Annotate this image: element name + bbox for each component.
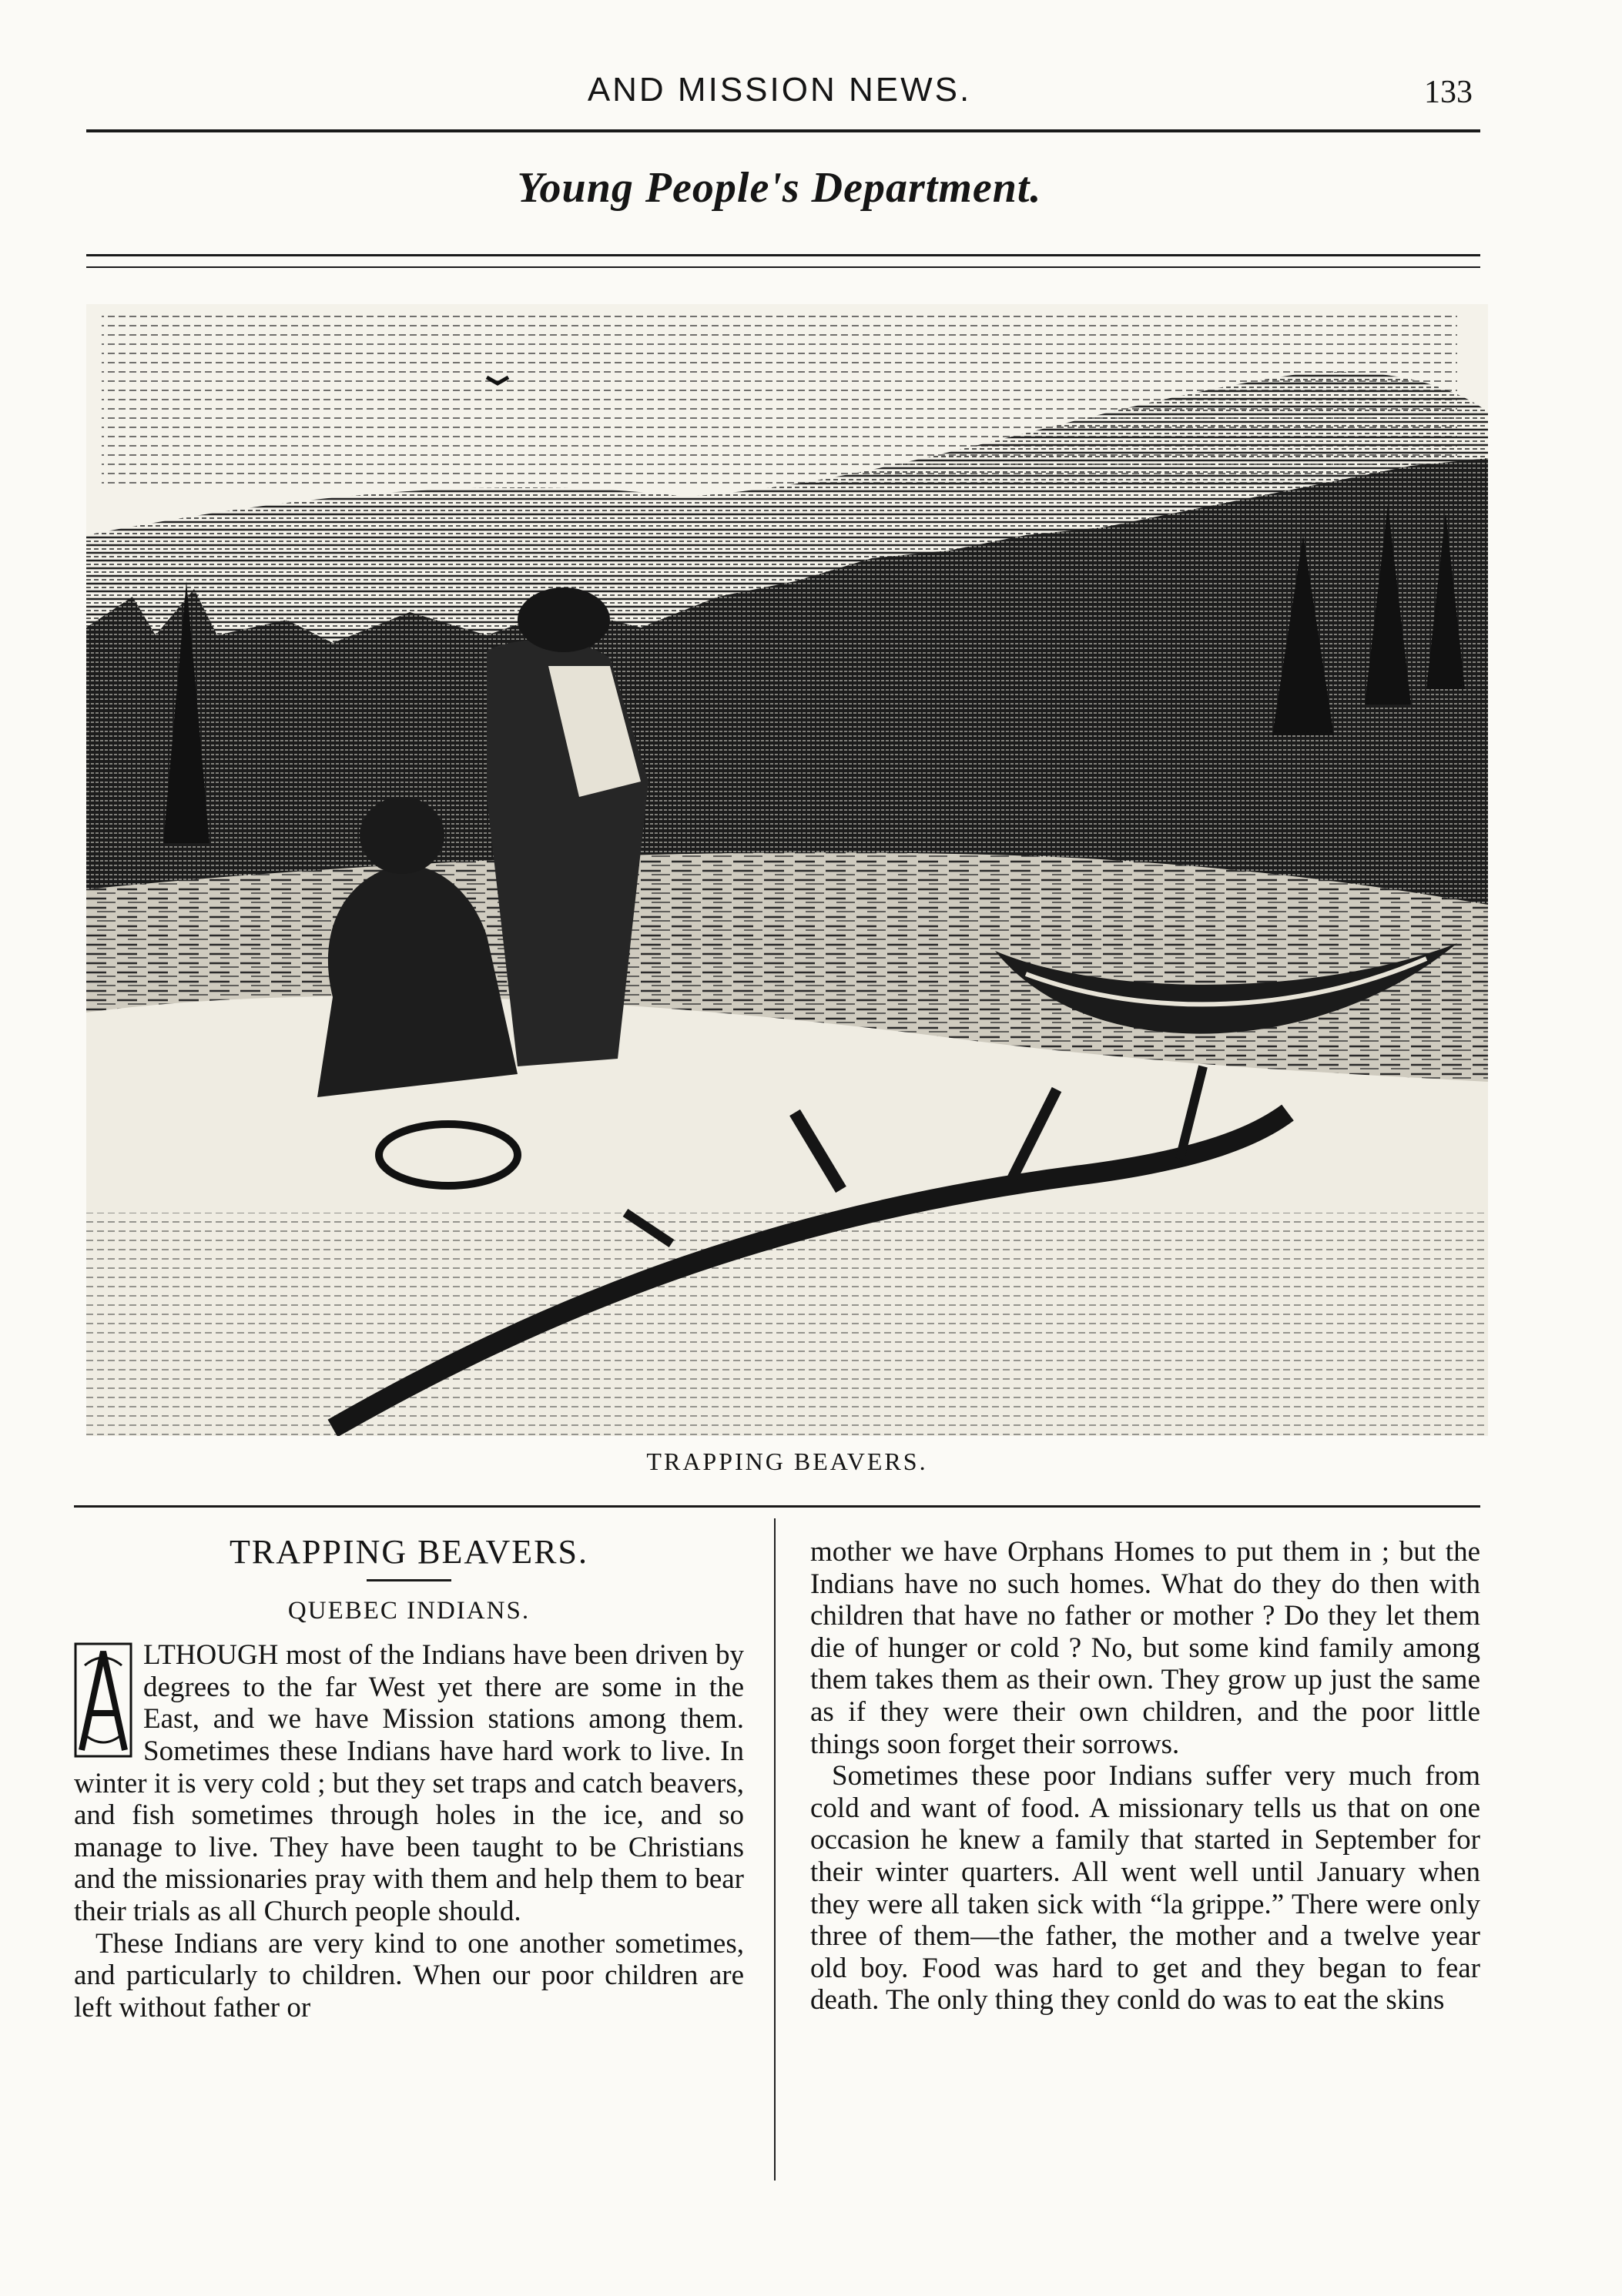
page-number: 133 [1424,75,1473,110]
illustration-caption: TRAPPING BEAVERS. [646,1448,928,1475]
article-subheading: QUEBEC INDIANS. [287,1596,531,1625]
illustration-top-rule-2 [86,266,1480,268]
article-paragraph-2: These Indians are very kind to one another sometimes, and particularly to children. When our poor children are left without father or [74,1927,744,2023]
header-rule [86,129,1480,132]
article-left-column [74,1533,744,2023]
article-paragraph-3: mother we have Orphans Homes to put them in ; but the Indians have no such homes. What do they do then with children that have no father or mother ? Do they let them die of hunger or cold ? No, but some kind family among them takes them as their own. They grow up just the same as if they were their own children, and the poor little things soon forget their sorrows. [810,1536,1480,1760]
article-right-column [810,1536,1480,2017]
column-divider [774,1518,776,2181]
running-head [86,71,1473,125]
caption-rule [74,1505,1480,1508]
title-divider [367,1579,451,1581]
drop-cap-ornament [74,1642,132,1758]
article-title: TRAPPING BEAVERS. [230,1533,588,1571]
department-title: Young People's Department. [517,164,1042,212]
paragraph-text: LTHOUGH most of the Indians have been driven by degrees to the far West yet there are some in the East, and we have Mission stations among them. Sometimes these Indians have hard work to live. In winter it is very cold ; but they set traps and catch beavers, and fish sometimes through holes in the ice, and so manage to live. They have been taught to be Christians and the missionaries pray with them and help them to bear their trials as all Church people should. [74,1639,744,1927]
illustration-top-rule-1 [86,254,1480,256]
trapping-beavers-engraving [86,304,1488,1436]
article-paragraph-4: Sometimes these poor Indians suffer very much from cold and want of food. A missionary tells us that on one occasion he knew a family that started in September for their winter quarters. All went well until January when they were all taken sick with “la grippe.” There were only three of them—the father, the mother and a twelve year old boy. Food was hard to get and they began to fear death. The only thing they conld do was to eat the skins [810,1760,1480,2017]
article-paragraph-1 [74,1639,744,1927]
running-title: AND MISSION NEWS. [587,71,972,109]
engraving-art [86,304,1488,1436]
